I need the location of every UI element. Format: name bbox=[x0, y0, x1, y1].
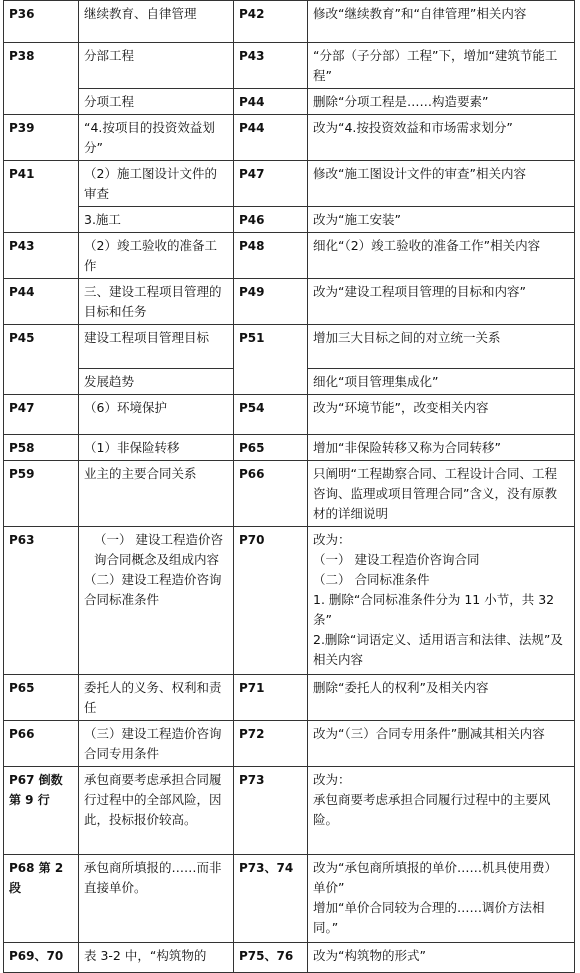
change-desc: 改为“环境节能”，改变相关内容 bbox=[308, 395, 575, 435]
table-row bbox=[4, 43, 575, 89]
new-page: P75、76 bbox=[234, 943, 308, 973]
change-desc: 增加“非保险转移又称为合同转移” bbox=[308, 435, 575, 461]
table-row bbox=[4, 1, 575, 43]
change-desc: 细化“项目管理集成化” bbox=[308, 369, 575, 395]
old-page: P47 bbox=[4, 395, 79, 435]
change-desc: 修改“施工图设计文件的审查”相关内容 bbox=[308, 161, 575, 207]
new-page: P44 bbox=[234, 89, 308, 115]
new-page: P72 bbox=[234, 721, 308, 767]
change-desc: 改为“（三）合同专用条件”删减其相关内容 bbox=[308, 721, 575, 767]
new-page: P51 bbox=[234, 325, 308, 395]
new-page: P46 bbox=[234, 207, 308, 233]
old-content: 发展趋势 bbox=[79, 369, 234, 395]
change-line: 增加“单价合同较为合理的……调价方法相同。” bbox=[313, 900, 545, 935]
old-content: 委托人的义务、权利和责任 bbox=[79, 675, 234, 721]
old-content-part: （二）建设工程造价咨询合同标准条件 bbox=[84, 572, 222, 607]
old-content: （2）施工图设计文件的审查 bbox=[79, 161, 234, 207]
change-desc bbox=[308, 855, 575, 943]
old-content-part: （一） 建设工程造价咨询合同概念及组成内容 bbox=[94, 532, 223, 567]
old-page: P39 bbox=[4, 115, 79, 161]
change-desc: 只阐明“工程勘察合同、工程设计合同、工程咨询、监理或项目管理合同”含义，没有原教材的详细说明 bbox=[308, 461, 575, 527]
old-page: P45 bbox=[4, 325, 79, 395]
change-line: 改为： bbox=[313, 532, 351, 547]
new-page: P42 bbox=[234, 1, 308, 43]
change-desc: 细化“（2）竣工验收的准备工作”相关内容 bbox=[308, 233, 575, 279]
old-page: P67 倒数第 9 行 bbox=[4, 767, 79, 855]
change-desc: 删除“分项工程是……构造要素” bbox=[308, 89, 575, 115]
table-row bbox=[4, 435, 575, 461]
change-line: （一） 建设工程造价咨询合同 bbox=[313, 552, 480, 567]
new-page: P43 bbox=[234, 43, 308, 89]
table-row bbox=[4, 767, 575, 855]
change-desc bbox=[308, 767, 575, 855]
old-content: （1）非保险转移 bbox=[79, 435, 234, 461]
table-row bbox=[4, 325, 575, 369]
old-content bbox=[79, 527, 234, 675]
old-page: P63 bbox=[4, 527, 79, 675]
table-row bbox=[4, 161, 575, 207]
old-content: （三）建设工程造价咨询合同专用条件 bbox=[79, 721, 234, 767]
old-page: P66 bbox=[4, 721, 79, 767]
table-row bbox=[4, 527, 575, 675]
old-page: P59 bbox=[4, 461, 79, 527]
change-line: 改为： bbox=[313, 772, 351, 787]
table-row bbox=[4, 207, 575, 233]
old-content: 3.施工 bbox=[79, 207, 234, 233]
change-desc: 修改“继续教育”和“自律管理”相关内容 bbox=[308, 1, 575, 43]
old-content: 建设工程项目管理目标 bbox=[79, 325, 234, 369]
change-desc: 改为“建设工程项目管理的目标和内容” bbox=[308, 279, 575, 325]
new-page: P54 bbox=[234, 395, 308, 435]
table-row bbox=[4, 855, 575, 943]
old-content: 承包商所填报的……而非直接单价。 bbox=[79, 855, 234, 943]
old-page: P69、70 bbox=[4, 943, 79, 973]
table-row bbox=[4, 675, 575, 721]
change-desc: 增加三大目标之间的对立统一关系 bbox=[308, 325, 575, 369]
old-page: P58 bbox=[4, 435, 79, 461]
change-line: 改为“承包商所填报的单价……机具使用费）单价” bbox=[313, 860, 557, 895]
new-page: P71 bbox=[234, 675, 308, 721]
table-row bbox=[4, 233, 575, 279]
change-desc: 改为“4.按投资效益和市场需求划分” bbox=[308, 115, 575, 161]
change-line: 承包商要考虑承担合同履行过程中的主要风险。 bbox=[313, 792, 551, 827]
change-desc bbox=[308, 527, 575, 675]
old-content: 表 3-2 中，“构筑物的 bbox=[79, 943, 234, 973]
change-desc: 改为“施工安装” bbox=[308, 207, 575, 233]
change-desc: 删除“委托人的权利”及相关内容 bbox=[308, 675, 575, 721]
old-content: 承包商要考虑承担合同履行过程中的全部风险，因此，投标报价较高。 bbox=[79, 767, 234, 855]
new-page: P73、74 bbox=[234, 855, 308, 943]
old-page: P68 第 2 段 bbox=[4, 855, 79, 943]
table-row bbox=[4, 721, 575, 767]
old-content: （6）环境保护 bbox=[79, 395, 234, 435]
change-line: （二） 合同标准条件 bbox=[313, 572, 430, 587]
old-content: （2）竣工验收的准备工作 bbox=[79, 233, 234, 279]
old-page: P43 bbox=[4, 233, 79, 279]
old-page: P44 bbox=[4, 279, 79, 325]
new-page: P65 bbox=[234, 435, 308, 461]
change-desc: 改为“构筑物的形式” bbox=[308, 943, 575, 973]
new-page: P66 bbox=[234, 461, 308, 527]
table-row bbox=[4, 395, 575, 435]
change-line: 1. 删除“合同标准条件分为 11 小节，共 32 条” bbox=[313, 592, 555, 627]
old-content: 分项工程 bbox=[79, 89, 234, 115]
old-content: 分部工程 bbox=[79, 43, 234, 89]
new-page: P49 bbox=[234, 279, 308, 325]
table-row bbox=[4, 89, 575, 115]
revision-table bbox=[3, 0, 575, 973]
old-page: P36 bbox=[4, 1, 79, 43]
table-row bbox=[4, 115, 575, 161]
old-content: 业主的主要合同关系 bbox=[79, 461, 234, 527]
new-page: P47 bbox=[234, 161, 308, 207]
table-row bbox=[4, 279, 575, 325]
table-row bbox=[4, 461, 575, 527]
old-content: 三、建设工程项目管理的目标和任务 bbox=[79, 279, 234, 325]
old-content: “4.按项目的投资效益划分” bbox=[79, 115, 234, 161]
new-page: P73 bbox=[234, 767, 308, 855]
change-line: 2.删除“词语定义、适用语言和法律、法规”及相关内容 bbox=[313, 632, 563, 667]
new-page: P48 bbox=[234, 233, 308, 279]
new-page: P44 bbox=[234, 115, 308, 161]
new-page: P70 bbox=[234, 527, 308, 675]
old-page: P65 bbox=[4, 675, 79, 721]
old-content: 继续教育、自律管理 bbox=[79, 1, 234, 43]
change-desc: “分部（子分部）工程”下，增加“建筑节能工程” bbox=[308, 43, 575, 89]
old-page: P41 bbox=[4, 161, 79, 233]
table-row bbox=[4, 943, 575, 973]
old-page: P38 bbox=[4, 43, 79, 115]
